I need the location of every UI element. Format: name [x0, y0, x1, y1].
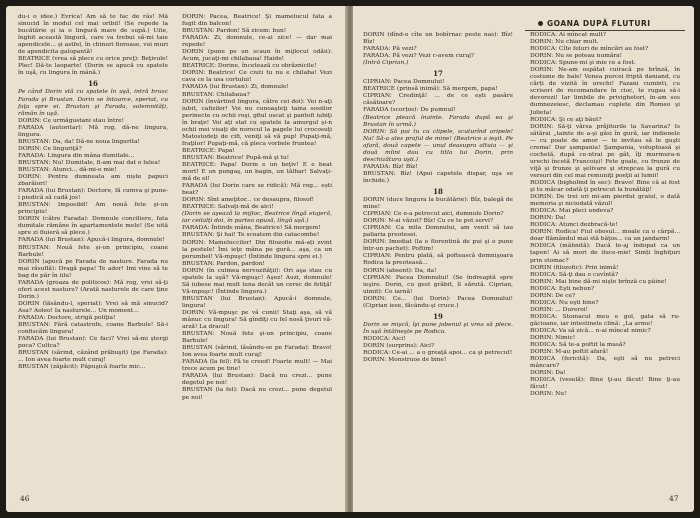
dialogue-line: BRUSTAN: Nouă fete şi-un principiu, coane Barbule!	[182, 331, 332, 345]
dialogue-line: BRUSTAN (zăpăcit): Păpuşică foarte mic...	[18, 364, 146, 371]
dialogue-line: DORIN: Da!	[530, 215, 566, 222]
running-header	[538, 16, 688, 30]
dialogue-line: BEATRICE (prinsă inimă): Să mergem, papa!	[363, 86, 498, 93]
dialogue-line: FARADA: Pă vezi? Vezi c-avem curaj?	[363, 53, 475, 60]
dialogue-line: FARADA (lui Brustan): Doctore, fă cumva şi pune-i piedică să cadă jos!	[18, 188, 168, 202]
dialogue-line: BEATRICE: Papa!	[182, 147, 235, 154]
dialogue-line: BEATRICE: Dorine, încetează cu obrăznicile!	[182, 63, 317, 70]
dialogue-line: BRUSTAN: Atunci... dă-mi-o mie!	[18, 166, 117, 173]
dialogue-line: DORIN: Nu se poteau număra!	[530, 53, 623, 60]
dialogue-line: RODICA: Stomacul meu e gol, gata să ru- găcioane, iar intestinele clină: „La arme!	[530, 313, 680, 327]
dialogue-line: CIPRIAN: Pacea Domnului!	[363, 79, 445, 86]
stage-direction: Dorin se mişcă, îşi pune jobenul şi vrea să plece. În uşă întâlneşte pe Rodica.	[363, 321, 513, 335]
stage-direction: DORIN: Să pui tu ca clipele, scuturînd aripele! Na! Să-a ales praful de mine! (Beatrice a ieşit. Pe afară, două capete — unul deasupra altuia — şi două mîini dau cu titla lui Dorin, prin deschizătura uşii.)	[363, 128, 513, 163]
dialogue-line: DORIN: N-ai văzut? Bîz! Cu ce te pot servi?	[363, 218, 494, 225]
dialogue-line: DORIN (filozofic): Prin inimă!	[530, 264, 619, 271]
dialogue-line: RODICA: Nu eşti bine?	[530, 299, 599, 306]
dialogue-line: DORIN: Ce... (lui Dorin): Pacea Domnului! (Ciprian iese, făcându-şi cruce.)	[363, 295, 513, 309]
dialogue-line: DORIN (absent): Da, da!	[363, 267, 437, 274]
dialogue-line: DORIN: Pentru dumneata am niște papuci zbarăiori!	[18, 174, 168, 188]
dialogue-line: RODICA: Ai mîncat mult?	[530, 32, 607, 38]
header-rule	[525, 30, 685, 31]
dialogue-line: BRUSTAN: Beatrice! Pupă-mă şi tu!	[182, 154, 290, 161]
dialogue-line: BRUSTAN: Imposibil! Am nouă fete şi-un principiu!	[18, 202, 168, 216]
running-header-title: GOANA DUPĂ FLUTURI	[547, 18, 651, 28]
stage-direction: (Beatrice pleacă înainte. Farada după ea şi Brustan în urmă.)	[363, 114, 513, 128]
dialogue-line: BRUSTAN (la fel): Dacă nu crezi... pune degetul pe noi!	[182, 387, 332, 401]
scene-number: 17	[433, 69, 443, 79]
dialogue-line: BRUSTAN (lui Brustan): Apucă-i domnule, lingura!	[182, 295, 332, 309]
dialogue-line: DORIN: Imediat (la o florentină de pui şi o pune într-un pachet): Poftim!	[363, 239, 513, 253]
dialogue-line: RODICA (bigholind în sec): Bravo! Bine că ai fost şi tu măcar odată ţi petrecut la bunătăţi!	[530, 179, 680, 194]
dialogue-line: BRUSTAN: Şi hai! Te scoatem din catacombe!	[182, 232, 320, 239]
dialogue-line: DORIN: Vă-mpuşc pe vă cunii! Staţi aşa, să vă mânuc cu lingura! Să gîndiţi cu fel nosă ţivuri vă-arză! La dracul!	[182, 309, 332, 331]
left-page-column-2	[182, 14, 332, 402]
dialogue-line: DORIN: Da!	[530, 370, 566, 377]
dialogue-line: FARADA: Zi, domnule, ce-ai zice! — dar mai repede!	[182, 35, 332, 49]
dialogue-line: FARADA (la fel): Fă te creed! Foarte mult! — Mai trece acum pe tine!	[182, 359, 332, 373]
dialogue-line: DORIN: De trei ori mi-am pierdut graiul, o dată memoria şi niciodată văzul!	[530, 194, 680, 208]
dialogue-line: CIPRIAN: Pacea Domnului! (Se îndreaptă spre ieşire. Dorin, cu gest grăbit, îl sărută. Ciprian, uimit): Ce iarnă!	[363, 274, 513, 295]
dialogue-line: CIPRIAN: Credinţă! ... de ce ești pasăre căsătoare?	[363, 93, 513, 107]
dialogue-line: DORIN: Mai bine dă-mi nişte brînză cu pâine!	[530, 278, 667, 285]
scene-number: 19	[433, 311, 443, 321]
stage-direction: (Dorin se aşează la mijloc, Beatrice lîngă etajeră, iar ceilalţi doi, în partea opusă, lîngă uşă.)	[182, 211, 332, 225]
dialogue-line: DORIN: Ce urmăgustani stau între!	[18, 117, 124, 124]
dialogue-line: DORIN: Rodica! Fiul obosul... moale ca o cârpă... doar flămândul mai stă băţos... ca un jandarm!	[530, 229, 680, 243]
dialogue-line: DORIN (lăsându-l, speriat): Vrei să mă sinucid? Asa? Aoleo! Ia nasturele... Un moment...	[18, 300, 168, 314]
scene-number: 18	[433, 186, 443, 196]
dialogue-line: DORIN: Nu!	[530, 391, 567, 398]
dialogue-line: RODICA (fericită): Da, eşti să nu petreci mâncare?	[530, 356, 680, 370]
dialogue-line: DORIN (duce lingura la bucătărie): Bîz, balegă de mine!	[363, 197, 513, 211]
dialogue-line: FARADA (lui Brustan): Apucă-i lingura, domnule!	[18, 237, 165, 244]
dialogue-line: FARADA (lui Brustan): Dacă nu crezi... pune degetul pe noi!	[182, 373, 332, 387]
dialogue-line: BRUSTAN: Pardon, pardon!	[182, 260, 265, 267]
dialogue-line: RODICA: Spune-mi şi mie ce a fost.	[530, 60, 636, 67]
dialogue-line: BRUSTAN: Nu! Dumitale, fi-am mai dat o lulea!	[18, 159, 161, 166]
dialogue-line: DORIN: Ce linguriţă?	[18, 145, 82, 152]
dialogue-line: BRUSTAN: Pardon! Să zicem: bun!	[182, 28, 287, 35]
dialogue-line: FARADA: Bîz! Bîz!	[363, 163, 418, 170]
dialogue-line: RODICA (mâhnită): Dacă te-aj îndopat ca un țapon! Ai să mori de iluce-mie! Simți înghiţuri prin stomac?	[530, 243, 680, 264]
dialogue-line: DORIN (dînd-o cîte un bobîrnac peste nas): Bîz! Bîz!	[363, 32, 513, 46]
scene-number: 16	[88, 79, 98, 89]
dialogue-line: RODICA: Mai pleci undeva?	[530, 208, 614, 215]
stage-direction: (Intră Ciprian.)	[363, 60, 409, 67]
dialogue-line: FARADA: Doctore, strigă poliţia!	[18, 314, 116, 321]
left-page-column-1	[18, 14, 168, 371]
dialogue-line: BRUSTAN: Fără catastrofe, coane Barbule! Să-i confiscăm lingura!	[18, 322, 168, 336]
dialogue-line: FARADA (groaza de politicos): Mă rog, vrei să-ţi oferi acest nasture? (Arată nasturele de care ţine Dorin.)	[18, 279, 168, 300]
dialogue-line: FARADA (lui Brustan): Zi, domnule!	[182, 84, 289, 91]
dialogue-line: RODICA: Atunci dezbracă-te!	[530, 222, 618, 229]
dialogue-line: BRUSTAN (sărind, căzând prăbuşit) (pe Farada): ... Ion avea foarte mult curaj!	[18, 350, 168, 364]
dialogue-line: RODICA (veselă): Bine ţi-au făcut! Bine ţi-au făcut!	[530, 377, 680, 391]
stage-direction: Pe când Dorin stă cu spatele în uşă, intră brusc Farada şi Brustan. Dorin se întoarce, speriat, cu faţa spre ei. Brustan şi Farada, solemnităţi, rămân în uşă.	[18, 89, 168, 117]
dialogue-line: RODICA: Şi ce aţi băut?	[530, 116, 602, 123]
dialogue-line: BEATRICE: Papa! Dorin e un beţiv! E e beat mort! E un pungaş, un bagin, un tâlhar! Salvaţi-mă de el!	[182, 161, 332, 183]
dialogue-line: BRUSTAN: Chilabaua?	[182, 91, 250, 98]
dialogue-line: RODICA: Va să zică... n-ai mîncat nimic?	[530, 327, 651, 334]
dialogue-line: BRUSTAN: Bîz! (Apoi capetele dispar, uşa se închide.)	[363, 170, 513, 184]
dialogue-line: DORIN (apucă pe Farada de nasture. Farada nu mai răsuflă): Dragă papa! Te ador! Imi vine să te bag de păr în iilu!	[18, 258, 168, 279]
page-number-left: 46	[20, 494, 30, 503]
dialogue-line: FARADA: Lingura din mâna dumitale...	[18, 152, 135, 159]
dialogue-line: RODICA: Ce-ai ... a o greaţă apoi... ca şi petrecut!	[363, 350, 513, 357]
dialogue-line: BRUSTAN: Da, da! Dă-ne noua lingurita!	[18, 138, 140, 145]
dialogue-line: DORIN (învârtind lingura, către cei doi): Voi n-aţi iubit, cafizilor! Voi nu cunoaşteţi taina sosiilor perinecte cu ochii roşi, gfiul uscat şi pantofi iubiţi în braţe! Voi aţi stat cu spatele la amurgul şi-n ochii mei visaţi de norocul la pagele lui crocosuţi Matostodeţi de cifi, veniţi să vă pup! Pupaţi-mă, fraţilor! Pupaţi-mă, că pleca vorbele fruntea!	[182, 98, 332, 147]
dialogue-line: DORIN: Ne-am ospătat cuiracă pe brînză, în costume de bale! Venea purcei friptă daniand, cu cărți de vizită în urechi! Fazani cuminti, cu scrisori de recomandare în cioc, te rugau să-i devorezi! Iar limbile de privighetori, în-am sos dumnezeiesc, declamau cuplete din Romeo şi Julieta!	[530, 67, 680, 116]
dialogue-line: DORIN: Beatrice! Ce ciuti tu nu e chilaba! Vezi cava ce la usa cortului!	[182, 70, 332, 84]
dialogue-line: FARADA: Întinde mâna, Beatrice! Să mergem!	[182, 225, 321, 232]
dialogue-line: DORIN: Pacea, Beatrice! Şi mamelucul fata a fugit din balcon!	[182, 14, 332, 28]
dialogue-line: RODICA: Eşti nebun?	[530, 285, 595, 292]
dialogue-line: FARADA (lui Dorin care se ridică): Mă rog... ești beat?	[182, 183, 332, 197]
right-page-column-1	[363, 32, 513, 364]
dialogue-line: BRUSTAN: Nouă fete şi-un principiu, coane Barbule!	[18, 244, 168, 258]
dialogue-line: DORIN: Monstruos de bine!	[363, 357, 447, 364]
dialogue-line: DORIN: Sînt ameţitor... ce desaupra, filosof!	[182, 197, 315, 204]
dialogue-line: RODICA: Să-ţi dau o cuvîntă?	[530, 271, 619, 278]
dialogue-line: du-i o idee.) Evrica! Am să te fac de râs! Mă sinucid în modul cel mai oribil! (Se repede la bucătărie şi ia o lingură mare de supă.) Uite, înghit această lingură, care va trebui să-mi taie apendicele... şi astfel, în chinuri fioroase, voi muri de apendicita galopantă!	[18, 14, 168, 56]
dialogue-line: FARADA (autoritar): Mă rog, dă-ne lingura, lingura.	[18, 124, 168, 138]
right-page-column-2	[530, 32, 680, 398]
bullet-icon	[538, 21, 543, 26]
dialogue-line: RODICA: Aici!	[363, 335, 406, 342]
left-page	[6, 6, 347, 512]
dialogue-line: DORIN (către Farada): Domnule conciliere, fata dumitale rămâne în apartamentele mele! (Se uită spre zi fluieră să plece.)	[18, 216, 168, 237]
dialogue-line: DORIN: ... Dureroi!	[530, 306, 589, 313]
dialogue-line: BRUSTAN (sărind, lăsându-se pe Farada): Bravo! Ion avea foarte mult curaj!	[182, 345, 332, 359]
dialogue-line: RODICA: Cîte feluri de mîncări au fost?	[530, 46, 649, 53]
dialogue-line: CIPRIAN: Pentru plată, să poftească domnişoara Rodica la preoteasă...	[363, 253, 513, 267]
dialogue-line: DORIN (surprins): Aici?	[363, 342, 435, 349]
dialogue-line: DORIN: Mameluccilor! Din filozofie mă-ați zvint la pestele! Îmi ieţe mâna pe gură... aşa, ca un porumbel! Vă-mpuşc! (Întinde lingura spre ei.)	[182, 239, 332, 260]
dialogue-line: BEATRICE: Salvaţi-mă de aici!	[182, 204, 274, 211]
dialogue-line: DORIN: M-au poftit afară!	[530, 349, 609, 356]
dialogue-line: CIPRIAN: Ce e-a petrecut aici, domnule Dorin?	[363, 211, 504, 218]
page-number-right: 47	[669, 494, 679, 503]
dialogue-line: DORIN (în culmea nervozităţii): Ori aşa stau cu spatele la uşă? Vă-mpuşc! Aşez! Auzi, domnule! Să iubese mai mult luna decât un cerec de fetiţă! Vă-mpuşc! (Întinde lingura.)	[182, 267, 332, 295]
dialogue-line: CIPRIAN: Ca mila Domnului, am venit să iau paliaria preotesei.	[363, 225, 513, 239]
dialogue-line: BEATRICE (vrea să plece cu orice preţ): Beţivule! Plec! Dă-te laoparte! (Dorin se apucă cu spatele în uşă, cu lingura în mână.)	[18, 56, 168, 77]
dialogue-line: DORIN (pune pe un scaun în mijlocul odăii): Acum, jucaţi-mi chilabaua! Haide!	[182, 49, 332, 63]
dialogue-line: FARADA (scorțos): De pumnul!	[363, 107, 456, 114]
dialogue-line: DORIN: Nu chiar mult.	[530, 39, 599, 46]
dialogue-line: FARADA: Pă vezi?	[363, 46, 417, 53]
dialogue-line: FARADA (lui Brustan): Ce faci? Vrei să-mi ştergi poca? Cultca?	[18, 336, 168, 350]
dialogue-line: DORIN: Să-ţi vărsa prăjiturile la Savarina? Is sătărai „tainte de a-şi găsi în gură, iar indienele — cu poate de amor — te invitau să le guşti crema! Dar şampania! Şampania, voluptoasă şi cochetă, după ce-ntrai pe gât, îţi murmura-n urechi încetă Francoiși! Fete goale, cu frunze de viţă şi frunze şi şelivare şi strepcau la gură cu versuri din cel mai remuniţi poeţii ai lumii!	[530, 123, 680, 179]
dialogue-line: RODICA: Să te-a poftit la masă?	[530, 342, 626, 349]
dialogue-line: DORIN: Nimic!	[530, 335, 576, 342]
right-page	[353, 6, 694, 512]
dialogue-line: DORIN: De ce?	[530, 292, 576, 299]
